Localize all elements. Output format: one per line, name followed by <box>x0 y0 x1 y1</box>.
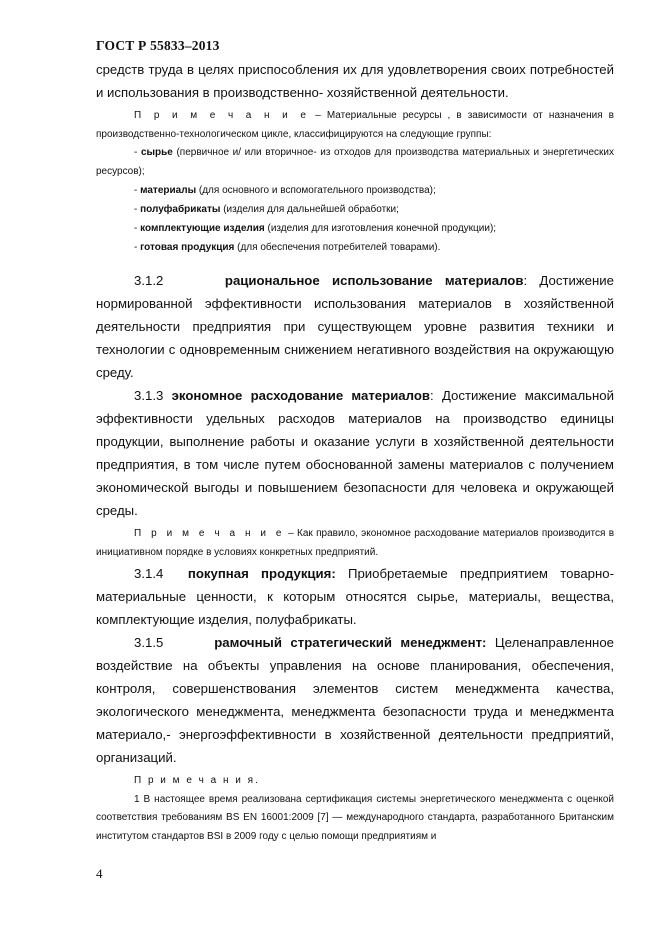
group-term: полуфабрикаты <box>140 204 221 215</box>
section-3-1-5 <box>96 631 614 769</box>
note-economy <box>96 525 614 562</box>
group-desc: (первичное и/ или вторичное- из отходов для производства материальных и энергетических ресурсов); <box>96 147 615 177</box>
section-3-1-2: 3.1.2 рациональное использование материалов: Достижение нормированной эффективности использования материалов в хозяйственной деятельности предприятия при существующем уровне развития техники и технологии с одновременным снижением негативного воздействия на окружающую среду. <box>96 273 614 380</box>
note-label: П р и м е ч а н и е <box>134 528 285 539</box>
group-term: готовая продукция <box>140 242 235 253</box>
group-item-finished: - готовая продукция (для обеспечения потребителей товарами). <box>134 242 441 253</box>
group-desc: (изделия для дальнейшей обработки; <box>220 204 399 215</box>
section-number: 3.1.4 <box>134 566 164 581</box>
section-number: 3.1.2 <box>134 273 164 288</box>
note-text: – Как правило, экономное расходование материалов производится в инициативном порядке в условиях конкретных предприятий. <box>96 528 615 558</box>
group-item-semifinished: - полуфабрикаты (изделия для дальнейшей обработки; <box>134 204 399 215</box>
group-term: материалы <box>140 185 197 196</box>
note-item-1: 1 В настоящее время реализована сертификация системы энергетического менеджмента с оценкой соответствия требованиям BS EN 16001:2009 [7] — международного стандарта, разработанного Британским институтом стандартов BSI в 2009 году с целью помощи предприятиям и <box>96 793 614 842</box>
group-desc: (для обеспечения потребителей товарами). <box>234 242 441 253</box>
section-text: Достижение нормированной эффективности использования материалов в хозяйственной деятельности предприятия при существующем уровне развития техники и технологии с одновременным снижением негативного воздействия на окружающую среду. <box>96 273 614 380</box>
group-item-materials: - материалы (для основного и вспомогательного производства); <box>134 185 436 196</box>
page-number: 4 <box>96 866 103 881</box>
note-text: – Материальные ресурсы , в зависимости от назначения в производственно-технологическом цикле, классифицируются на следующие группы: <box>96 110 614 140</box>
document-header: ГОСТ Р 55833–2013 <box>96 38 220 53</box>
section-term: покупная продукция: <box>187 566 336 581</box>
section-term: рациональное использование материалов <box>224 273 524 288</box>
intro-paragraph: средств труда в целях приспособления их для удовлетворения своих потребностей и использования в производственно- хозяйственной деятельности. <box>96 62 614 100</box>
group-term: сырье <box>140 147 173 158</box>
section-3-1-4 <box>96 562 614 631</box>
section-term: экономное расходование материалов <box>171 388 430 403</box>
section-text: Достижение максимальной эффективности удельных расходов материалов на производство единицы продукции, выполнение работы и оказание услуги в хозяйственной деятельности предприятия, в том числе путем обоснованной замены материалов с получением экономической выгоды и повышением безопасности для человека и окружающей среды. <box>96 388 614 518</box>
group-desc: (для основного и вспомогательного производства); <box>196 185 436 196</box>
section-text: Целенаправленное воздействие на объекты управления на основе планирования, обеспечения, контроля, совершенствования элементов систем менеджмента качества, экологического менеджмента, менеджмента безопасности труда и менеджмента материало,- энергоэффективности в хозяйственной деятельности предприятий, организаций. <box>96 635 614 765</box>
section-number: 3.1.5 <box>134 635 164 650</box>
notes-heading: П р и м е ч а н и я. <box>134 775 260 786</box>
section-number: 3.1.3 <box>134 388 164 403</box>
group-item-components: - комплектующие изделия (изделия для изготовления конечной продукции); <box>134 223 497 234</box>
group-desc: (изделия для изготовления конечной продукции); <box>264 223 497 234</box>
document-body <box>96 58 614 846</box>
section-term: рамочный стратегический менеджмент: <box>214 635 487 650</box>
note-label: П р и м е ч а н и е <box>134 110 310 121</box>
section-text: Приобретаемые предприятием товарно-материальные ценности, к которым относятся сырье, материалы, вещества, комплектующие изделия, полуфабрикаты. <box>96 566 615 627</box>
section-3-1-3: 3.1.3 экономное расходование материалов: Достижение максимальной эффективности удельных расходов материалов на производство единицы продукции, выполнение работы и оказание услуги в хозяйственной деятельности предприятия, в том числе путем обоснованной замены материалов с получением экономической выгоды и повышением безопасности для человека и окружающей среды. <box>96 388 614 518</box>
note-classification <box>96 107 614 144</box>
group-item-raw: - сырье (первичное и/ или вторичное- из отходов для производства материальных и энергетических ресурсов); <box>96 147 615 177</box>
group-term: комплектующие изделия <box>140 223 265 234</box>
